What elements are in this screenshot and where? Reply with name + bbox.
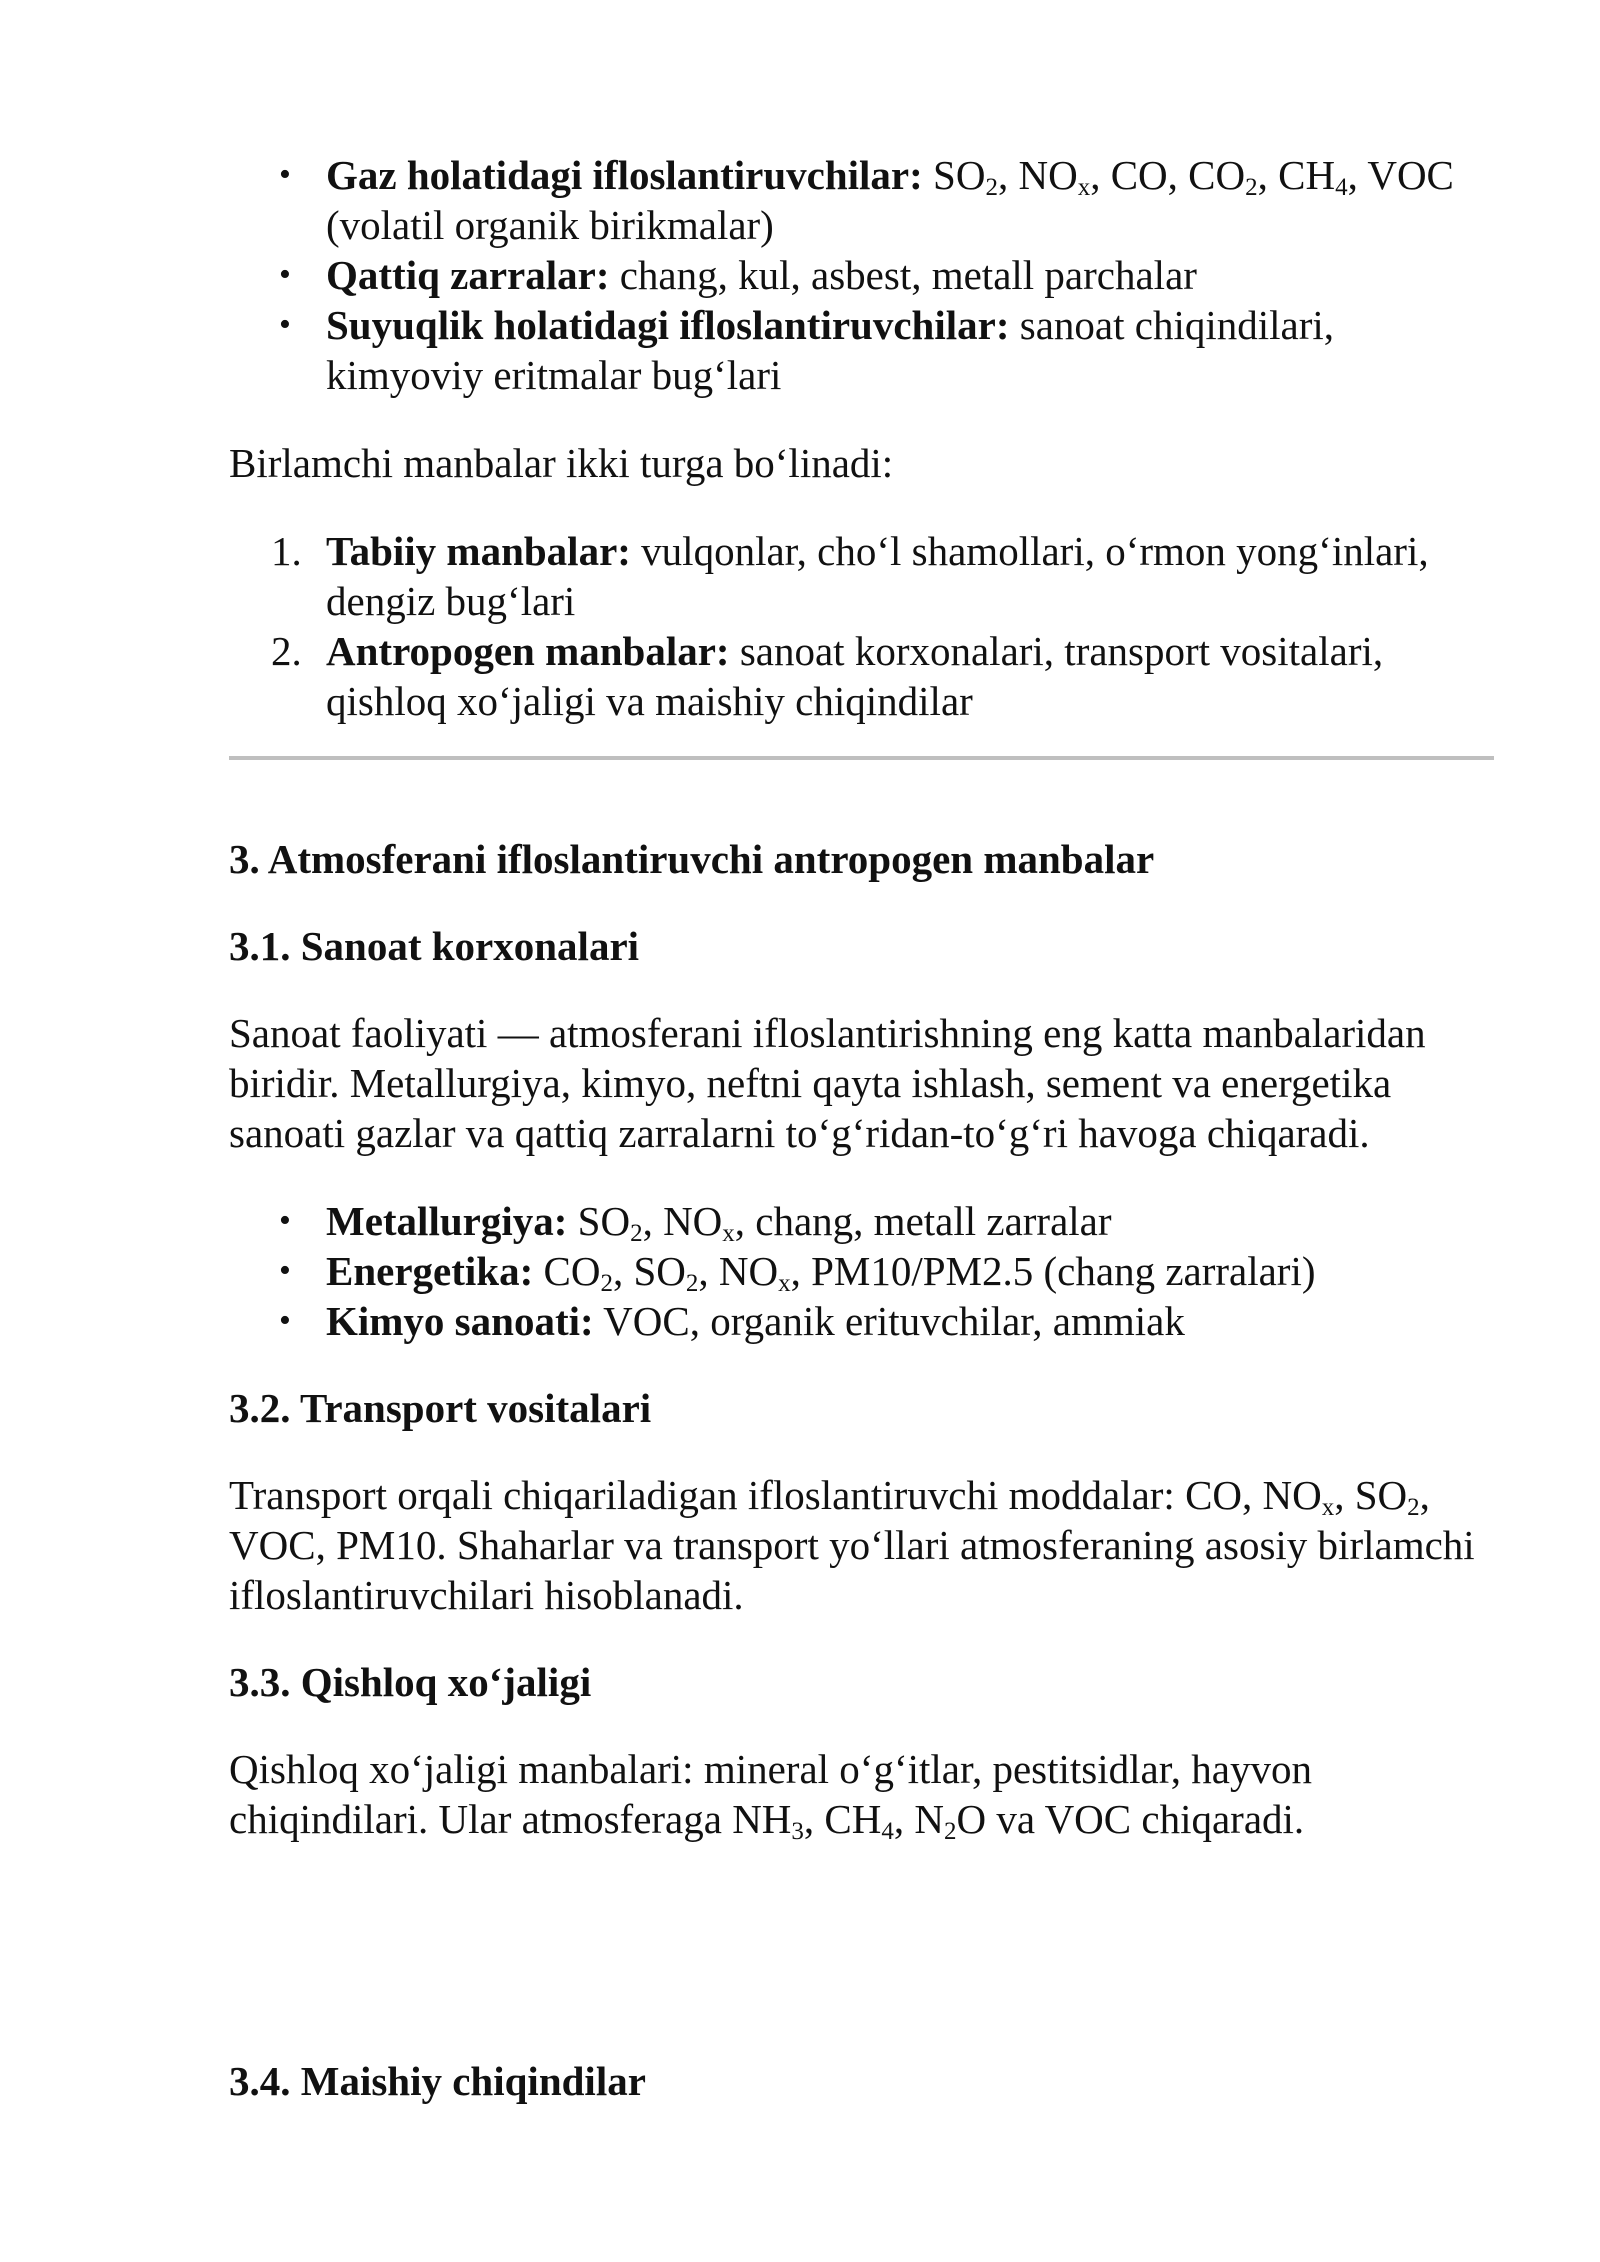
pollutant-types-list (229, 150, 1494, 400)
item-term: Suyuqlik holatidagi ifloslantiruvchilar: (326, 302, 1010, 348)
subscript: 4 (881, 1818, 894, 1845)
list-item (229, 250, 1494, 300)
text-run: O va VOC chiqaradi. (956, 1796, 1305, 1842)
text-run: , SO (612, 1248, 686, 1294)
item-term: Gaz holatidagi ifloslantiruvchilar: (326, 152, 923, 198)
text-run: , PM10/PM2.5 (chang zarralari) (790, 1248, 1316, 1294)
subscript: 3 (791, 1818, 804, 1845)
text-run: chang, kul, asbest, metall parchalar (609, 252, 1197, 298)
list-item (229, 626, 1494, 726)
item-term: Tabiiy manbalar: (326, 528, 631, 574)
subsection-heading: 3.2. Transport vositalari (229, 1385, 652, 1431)
section-divider (229, 756, 1494, 760)
subscript: x (722, 1220, 735, 1247)
item-term: Kimyo sanoati: (326, 1298, 594, 1344)
bullet: • (279, 306, 291, 343)
text-run: , VOC, PM10. Shaharlar va transport yo‘llari atmosferaning asosiy birlamchi ifloslantiruvchilari hisoblanadi. (229, 1472, 1475, 1618)
item-term: Energetika: (326, 1248, 534, 1294)
text-run: , NO (698, 1248, 779, 1294)
text-run: VOC, organik erituvchilar, ammiak (593, 1298, 1185, 1344)
list-item (229, 150, 1494, 250)
list-item (229, 1196, 1494, 1246)
subscript: 4 (1335, 174, 1348, 201)
item-number: 2. (271, 628, 302, 674)
text-run: sanoat chiqindilari, kimyoviy eritmalar bug‘lari (326, 302, 1334, 398)
text-run: , NO (642, 1198, 723, 1244)
item-text: sanoat korxonalari, transport vositalari, qishloq xo‘jaligi va maishiy chiqindilar (326, 628, 1384, 724)
list-item (229, 300, 1494, 400)
list-item (229, 526, 1494, 626)
subscript: x (1321, 1494, 1335, 1521)
subscript: x (778, 1270, 791, 1297)
subsection-paragraph: Sanoat faoliyati — atmosferani ifloslantirishning eng katta manbalaridan biridir. Metallurgiya, kimyo, neftni qayta ishlash, sement va energetika sanoati gazlar va qattiq zarralarni to‘g‘ridan-to‘g‘ri havoga chiqaradi. (229, 1010, 1426, 1156)
text-run: Qishloq xo‘jaligi manbalari: mineral o‘g‘itlar, pestitsidlar, hayvon chiqindilari. Ular atmosferaga NH (229, 1746, 1312, 1842)
item-term: Qattiq zarralar: (326, 252, 610, 298)
item-text: vulqonlar, cho‘l shamollari, o‘rmon yong‘inlari, dengiz bug‘lari (326, 528, 1429, 624)
item-text (533, 1248, 1316, 1297)
item-text (594, 1298, 1185, 1344)
source-types-list (229, 526, 1494, 726)
bullet: • (279, 256, 291, 293)
subsection-heading: 3.4. Maishiy chiqindilar (229, 2058, 646, 2104)
subscript: 2 (685, 1270, 699, 1297)
subsection-heading: 3.3. Qishloq xo‘jaligi (229, 1659, 592, 1705)
text-run: CO (533, 1248, 601, 1294)
section-heading: 3. Atmosferani ifloslantiruvchi antropogen manbalar (229, 836, 1155, 882)
text-run: , CO, CO (1090, 152, 1246, 198)
subsection-heading: 3.1. Sanoat korxonalari (229, 923, 640, 969)
subscript: 2 (600, 1270, 613, 1297)
industry-pollutants-list (229, 1196, 1494, 1346)
text-run: SO (567, 1198, 631, 1244)
subscript: x (1077, 174, 1091, 201)
bullet: • (279, 156, 291, 193)
text-run: , chang, metall zarralar (734, 1198, 1112, 1244)
subscript: 2 (1407, 1494, 1420, 1521)
text-run: SO (922, 152, 986, 198)
subscript: 2 (1245, 174, 1258, 201)
item-term: Antropogen manbalar: (326, 628, 730, 674)
item-text (567, 1198, 1112, 1247)
text-run: , CH (1257, 152, 1336, 198)
subscript: 2 (985, 174, 998, 201)
subscript: 2 (630, 1220, 643, 1247)
document-body (229, 150, 1494, 2106)
list-item (229, 1296, 1494, 1346)
item-number: 1. (271, 528, 302, 574)
intro-paragraph: Birlamchi manbalar ikki turga bo‘linadi: (229, 440, 894, 486)
text-run: , CH (803, 1796, 882, 1842)
list-item (229, 1246, 1494, 1296)
text-run: , VOC (volatil organik birikmalar) (326, 152, 1454, 248)
text-run: , N (893, 1796, 944, 1842)
bullet: • (279, 1252, 291, 1289)
text-run: , NO (997, 152, 1078, 198)
subsection-paragraph (229, 1744, 1494, 1844)
bullet: • (279, 1302, 291, 1339)
subsection-paragraph (229, 1470, 1494, 1620)
subscript: 2 (944, 1818, 957, 1845)
item-text (609, 252, 1196, 298)
bullet: • (279, 1202, 291, 1239)
item-term: Metallurgiya: (326, 1198, 568, 1244)
text-run: Transport orqali chiqariladigan ifloslantiruvchi moddalar: CO, NO (229, 1472, 1322, 1518)
text-run: , SO (1334, 1472, 1408, 1518)
